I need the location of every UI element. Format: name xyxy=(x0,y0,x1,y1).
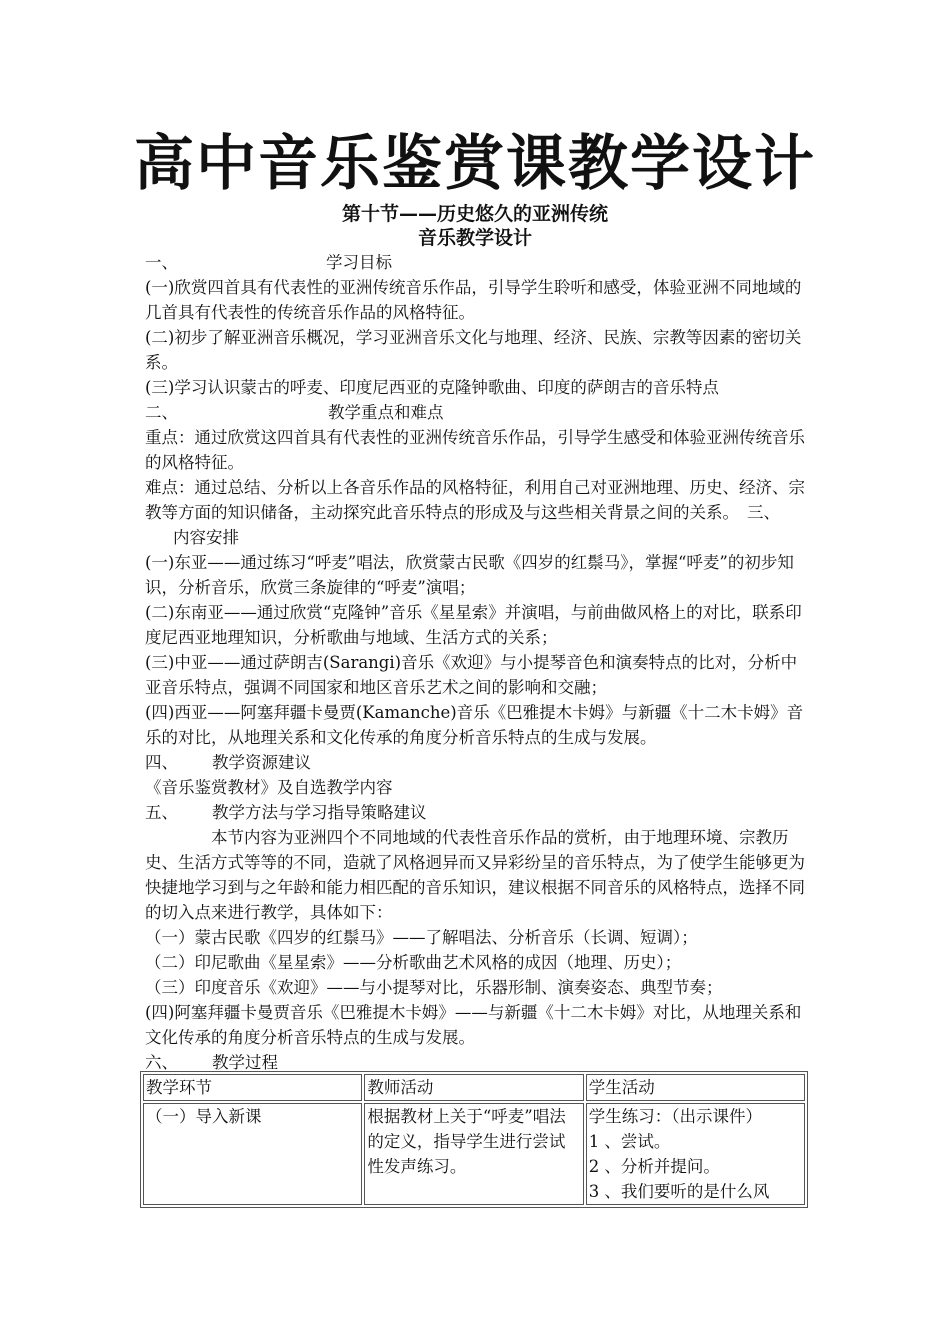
teaching-process-table xyxy=(140,1071,808,1208)
paragraph: 本节内容为亚洲四个不同地域的代表性音乐作品的赏析，由于地理环境、宗教历史、生活方式等等的不同，造就了风格迥异而又异彩纷呈的音乐特点，为了使学生能够更为快捷地学习到与之年龄和能力相匹配的音乐知识，建议根据不同音乐的风格特点，选择不同的切入点来进行教学，具体如下： xyxy=(145,828,805,922)
table-cell-stage: （一）导入新课 xyxy=(143,1103,362,1205)
heading-resources xyxy=(145,750,813,775)
section-subtitle: 第十节——历史悠久的亚洲传统 xyxy=(341,203,608,225)
table-cell-teacher: 根据教材上关于“呼麦”唱法的定义，指导学生进行尝试性发声练习。 xyxy=(364,1103,583,1205)
paragraph: (三)学习认识蒙古的呼麦、印度尼西亚的克隆钟歌曲、印度的萨朗吉的音乐特点 xyxy=(145,378,719,397)
paragraph xyxy=(145,475,813,550)
heading-text: 学习目标 xyxy=(326,253,392,272)
heading-number: 四、 xyxy=(145,753,178,772)
table-row xyxy=(143,1103,805,1205)
heading-key-points xyxy=(145,400,813,425)
heading-number: 一、 xyxy=(145,253,178,272)
table-cell-student xyxy=(586,1103,805,1205)
paragraph: 《音乐鉴赏教材》及自选教学内容 xyxy=(145,778,393,797)
heading-methods xyxy=(145,800,813,825)
heading-learning-goals xyxy=(145,250,813,275)
paragraph-text: 难点：通过总结、分析以上各音乐作品的风格特征，利用自己对亚洲地理、历史、经济、宗教等方面的知识储备，主动探究此音乐特点的形成及与这些相关背景之间的关系。 xyxy=(145,478,805,522)
section-subtitle-2: 音乐教学设计 xyxy=(417,227,532,249)
table-header-cell: 学生活动 xyxy=(586,1074,805,1101)
heading-text: 教学过程 xyxy=(212,1053,278,1072)
heading-text: 教学方法与学习指导策略建议 xyxy=(212,803,427,822)
table-header-cell: 教学环节 xyxy=(143,1074,362,1101)
list-item: （二）印尼歌曲《星星索》——分析歌曲艺术风格的成因（地理、历史）； xyxy=(145,953,682,972)
paragraph: (二)东南亚——通过欣赏“克隆钟”音乐《星星索》并演唱，与前曲做风格上的对比，联系印度尼西亚地理知识，分析歌曲与地域、生活方式的关系； xyxy=(145,603,802,647)
heading-text: 教学资源建议 xyxy=(212,753,311,772)
paragraph: (一)东亚——通过练习“呼麦”唱法，欣赏蒙古民歌《四岁的红鬃马》，掌握“呼麦”的初步知识，分析音乐，欣赏三条旋律的“呼麦”演唱； xyxy=(145,553,794,597)
student-line: 2 、分析并提问。 xyxy=(588,1157,720,1176)
table-header-row xyxy=(143,1074,805,1101)
paragraph: (一)欣赏四首具有代表性的亚洲传统音乐作品，引导学生聆听和感受，体验亚洲不同地域的几首具有代表性的传统音乐作品的风格特征。 xyxy=(145,278,802,322)
student-line: 学生练习：（出示课件） xyxy=(588,1107,762,1126)
list-item: (四)阿塞拜疆卡曼贾音乐《巴雅提木卡姆》——与新疆《十二木卡姆》对比，从地理关系和文化传承的角度分析音乐特点的生成与发展。 xyxy=(145,1003,802,1047)
heading-text: 内容安排 xyxy=(173,528,239,547)
document-body xyxy=(145,250,813,1075)
table-header-cell: 教师活动 xyxy=(364,1074,583,1101)
paragraph: (二)初步了解亚洲音乐概况，学习亚洲音乐文化与地理、经济、民族、宗教等因素的密切关系。 xyxy=(145,328,802,372)
list-item: （三）印度音乐《欢迎》——与小提琴对比，乐器形制、演奏姿态、典型节奏； xyxy=(145,978,723,997)
list-item: （一）蒙古民歌《四岁的红鬃马》——了解唱法、分析音乐（长调、短调）； xyxy=(145,928,698,947)
heading-number: 六、 xyxy=(145,1053,178,1072)
heading-text: 教学重点和难点 xyxy=(328,403,444,422)
heading-number: 二、 xyxy=(145,403,178,422)
student-line: 1 、尝试。 xyxy=(588,1132,671,1151)
paragraph: 重点：通过欣赏这四首具有代表性的亚洲传统音乐作品，引导学生感受和体验亚洲传统音乐的风格特征。 xyxy=(145,428,805,472)
paragraph: (三)中亚——通过萨朗吉(Sarangi)音乐《欢迎》与小提琴音色和演奏特点的比对，分析中亚音乐特点，强调不同国家和地区音乐艺术之间的影响和交融； xyxy=(145,653,798,697)
heading-number: 三、 xyxy=(747,503,780,522)
student-line: 3 、我们要听的是什么风 xyxy=(588,1182,770,1201)
page-title: 高中音乐鉴赏课教学设计 xyxy=(134,129,816,199)
heading-number: 五、 xyxy=(145,803,178,822)
paragraph: (四)西亚——阿塞拜疆卡曼贾(Kamanche)音乐《巴雅提木卡姆》与新疆《十二木卡姆》音乐的对比，从地理关系和文化传承的角度分析音乐特点的生成与发展。 xyxy=(145,703,804,747)
